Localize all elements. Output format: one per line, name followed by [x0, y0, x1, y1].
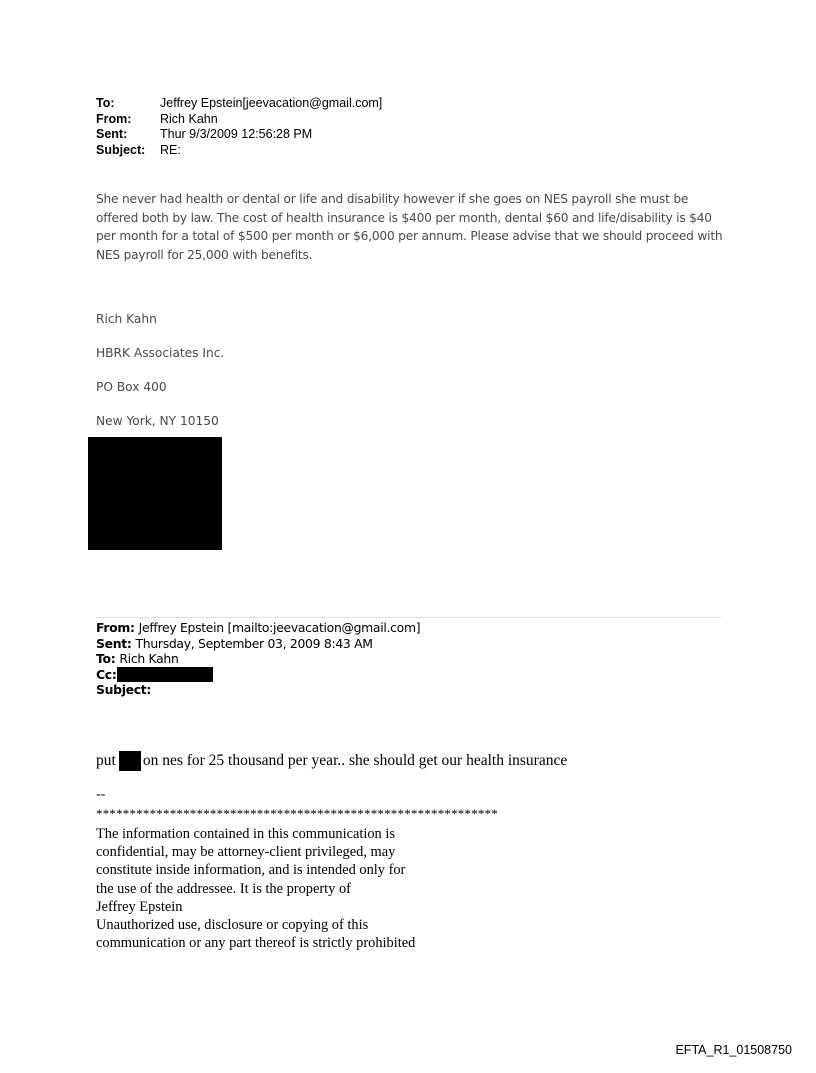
- disclaimer-line: the use of the addressee. It is the property of: [96, 880, 351, 897]
- quoted-sent-label: Sent:: [96, 635, 132, 651]
- document-id: EFTA_R1_01508750: [675, 1043, 792, 1057]
- header-sent-row: [96, 127, 382, 143]
- message-redaction: [119, 751, 141, 771]
- quoted-subject-row: [96, 682, 420, 698]
- quoted-from-value: Jeffrey Epstein [mailto:jeevacation@gmail.com]: [138, 620, 421, 635]
- redaction-block: [88, 437, 222, 550]
- cc-redaction: [117, 667, 213, 682]
- message-prefix: put: [96, 752, 116, 769]
- message-suffix: on nes for 25 thousand per year.. she should get our health insurance: [142, 752, 568, 769]
- from-label: From:: [96, 111, 132, 126]
- quoted-to-label: To:: [96, 651, 116, 666]
- confidentiality-disclaimer: [96, 825, 415, 952]
- signature-name: Rich Kahn: [96, 312, 157, 326]
- sent-label: Sent:: [96, 127, 128, 141]
- disclaimer-line: constitute inside information, and is intended only for: [96, 862, 406, 879]
- quoted-from-row: [96, 620, 420, 636]
- signature-dashes: --: [96, 787, 106, 802]
- quoted-cc-row: [96, 667, 420, 683]
- asterisk-separator: ************************************************************: [96, 806, 498, 821]
- disclaimer-line: Jeffrey Epstein: [96, 898, 183, 915]
- signature-address-line-2: New York, NY 10150: [96, 414, 219, 428]
- disclaimer-line: communication or any part thereof is strictly prohibited: [96, 935, 416, 952]
- disclaimer-line: The information contained in this communication is: [96, 826, 395, 842]
- to-value: Jeffrey Epstein[jeevacation@gmail.com]: [160, 96, 383, 110]
- quoted-sent-value: Thursday, September 03, 2009 8:43 AM: [135, 635, 373, 651]
- quoted-message-line: [96, 751, 567, 771]
- email-header: [96, 96, 382, 158]
- quoted-subject-label: Subject:: [96, 682, 152, 697]
- quoted-to-row: [96, 651, 420, 667]
- quoted-sent-row: [96, 636, 420, 652]
- disclaimer-line: Unauthorized use, disclosure or copying of this: [96, 917, 369, 934]
- subject-label: Subject:: [96, 142, 146, 157]
- header-to-row: [96, 96, 382, 112]
- reply-body-paragraph: She never had health or dental or life and disability however if she goes on NES payroll she must be offered both by law. The cost of health insurance is $400 per month, dental $60 and life/disability is $40 per month for a total of $500 per month or $6,000 per annum. Please advise that we should proceed with NES payroll for 25,000 with benefits.: [96, 192, 723, 262]
- from-value: Rich Kahn: [160, 111, 218, 126]
- quoted-to-value: Rich Kahn: [119, 651, 179, 666]
- to-label: To:: [96, 96, 115, 110]
- quoted-message-divider: [96, 617, 721, 618]
- sent-value: Thur 9/3/2009 12:56:28 PM: [160, 127, 313, 141]
- quoted-from-label: From:: [96, 620, 135, 635]
- disclaimer-line: confidential, may be attorney-client privileged, may: [96, 844, 396, 861]
- header-subject-row: [96, 143, 382, 159]
- signature-company: HBRK Associates Inc.: [96, 346, 225, 360]
- header-from-row: [96, 112, 382, 128]
- quoted-email-header: [96, 620, 420, 698]
- quoted-cc-label: Cc:: [96, 666, 117, 682]
- signature-address-line-1: PO Box 400: [96, 380, 167, 394]
- subject-value: RE:: [160, 142, 181, 157]
